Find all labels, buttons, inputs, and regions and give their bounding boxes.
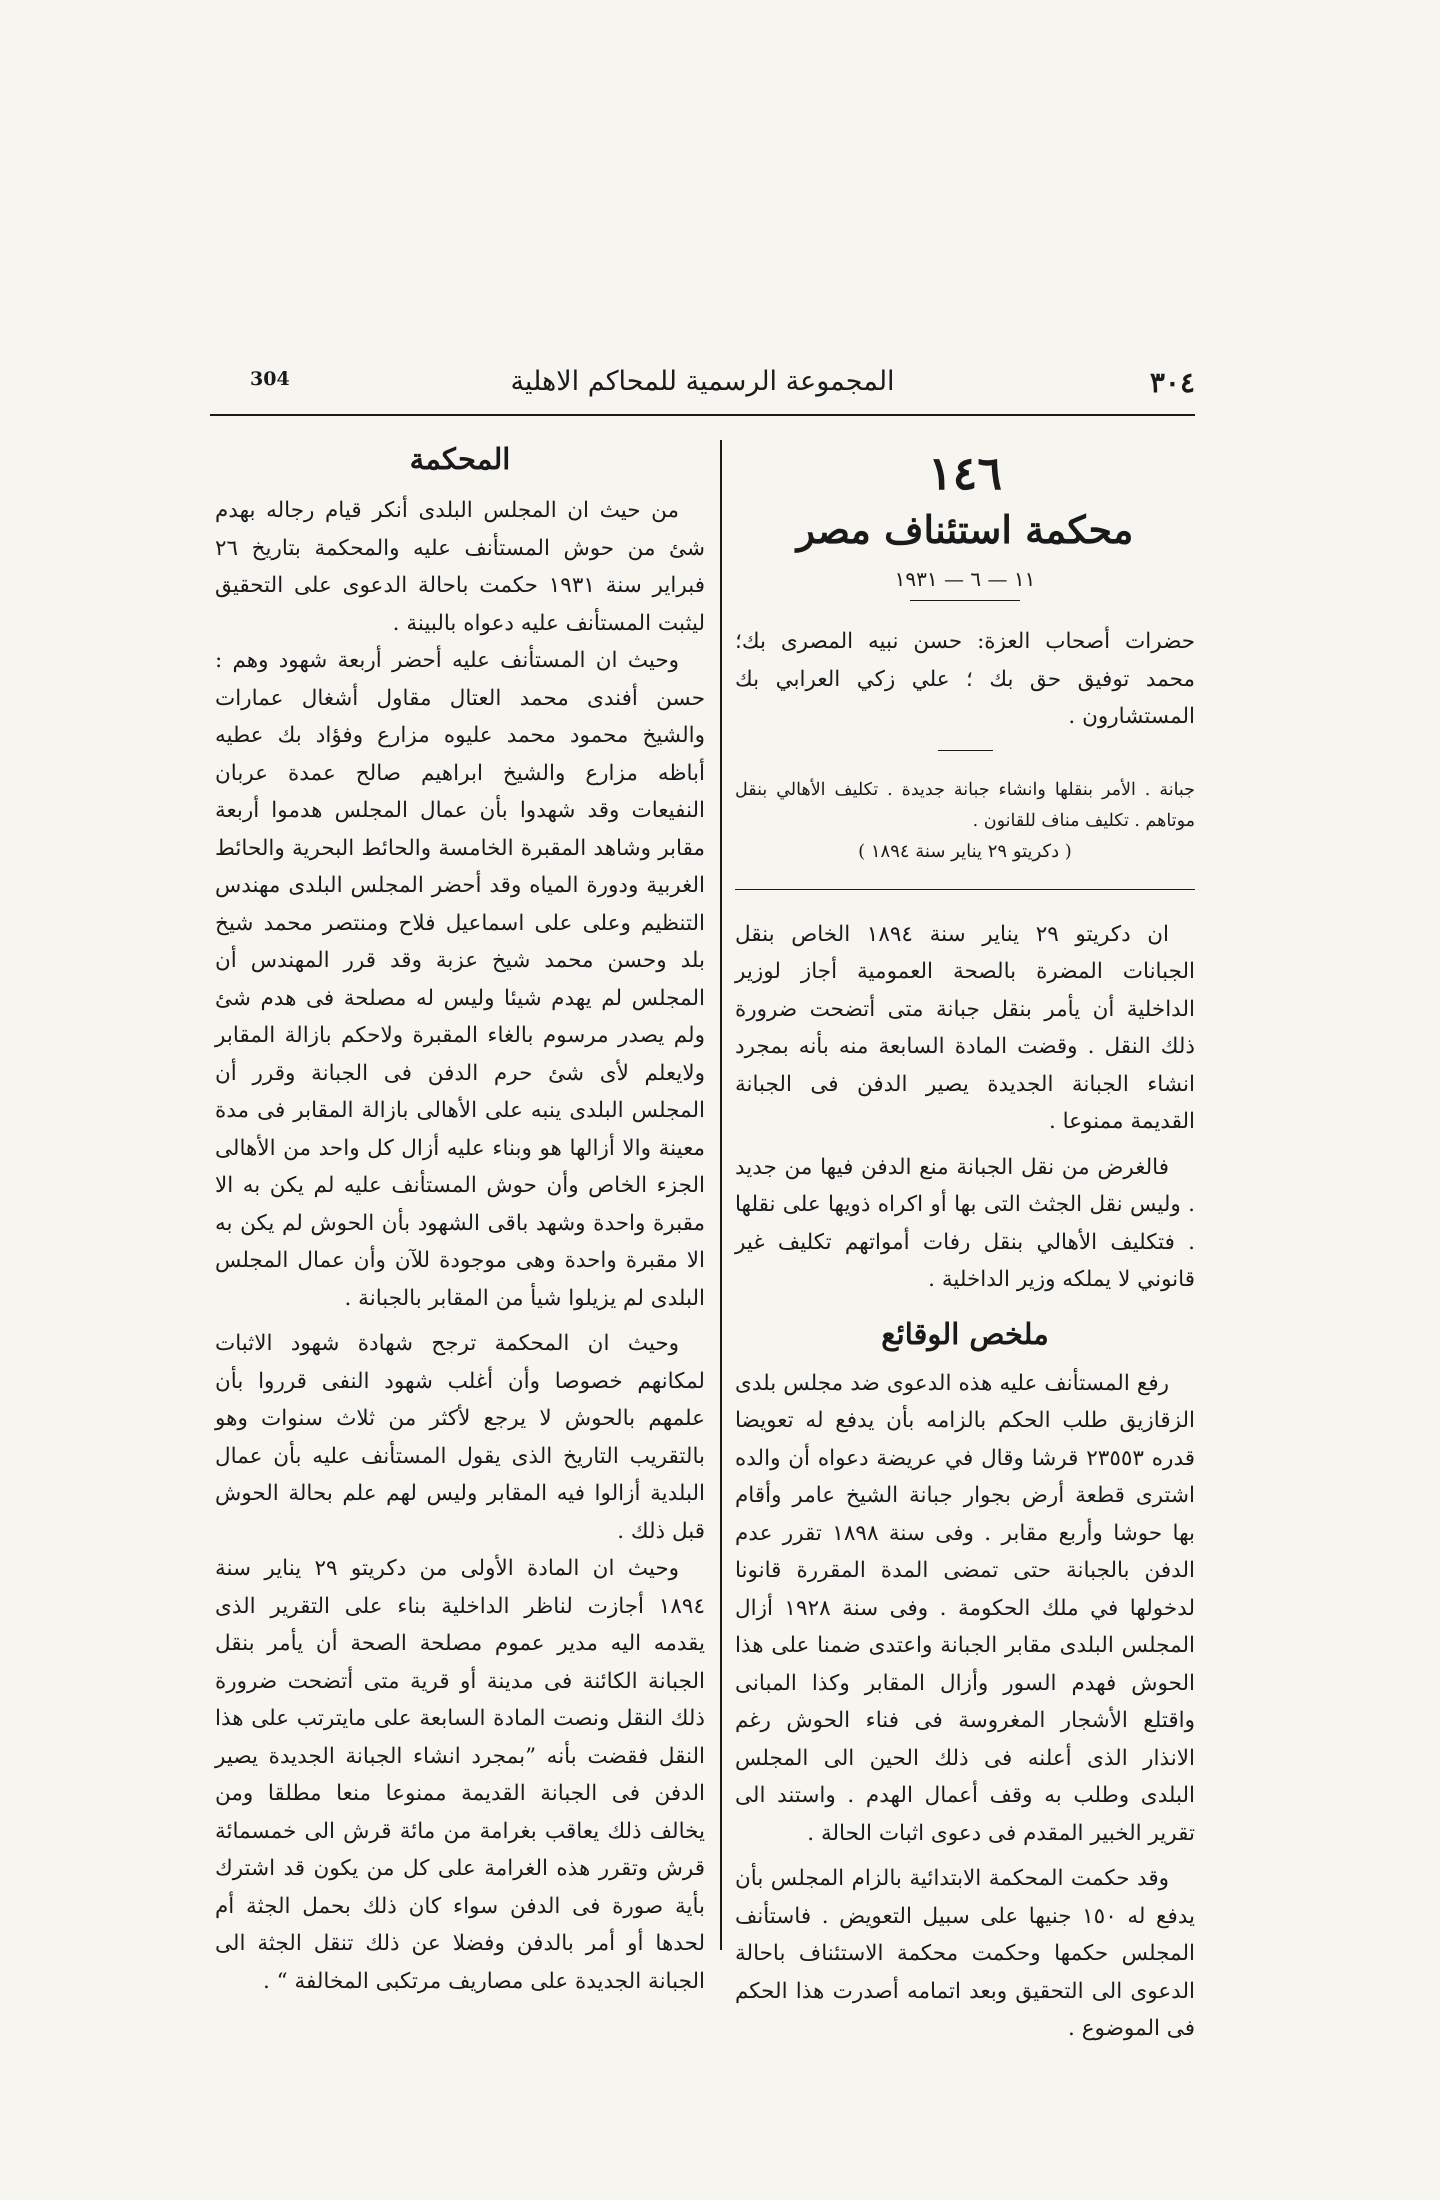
left-column bbox=[215, 430, 705, 2000]
court-name: محكمة استئناف مصر bbox=[796, 507, 1134, 552]
page-header bbox=[210, 366, 1195, 406]
header-rule bbox=[210, 414, 1195, 416]
judges-line: حضرات أصحاب العزة: حسن نبيه المصرى بك؛ محمد توفيق حق بك ؛ علي زكي العرابي بك المستشارون . bbox=[735, 629, 1195, 729]
summary-decree-ref: ( دكريتو ٢٩ يناير سنة ١٨٩٤ ) bbox=[858, 840, 1072, 862]
ruling-paragraph: وحيث ان المادة الأولى من دكريتو ٢٩ يناير سنة ١٨٩٤ أجازت لناظر الداخلية بناء على التقرير الذى يقدمه اليه مدير عموم مصلحة الصحة أن يأمر بنقل الجبانة الكائنة فى مدينة أو قرية متى أتضحت ضرورة ذلك النقل ونصت المادة السابعة على مايترتب على هذا النقل فقضت بأنه ”بمجرد انشاء الجبانة الجديدة يصير الدفن فى الجبانة القديمة ممنوعا منعا مطلقا ومن يخالف ذلك يعاقب بغرامة من مائة قرش الى خمسمائة قرش وتقرر هذه الغرامة على كل من يكون قد اشترك بأية صورة فى الدفن سواء كان ذلك بحمل الجثة أم لحدها أو أمر بالدفن وفضلا عن ذلك تنقل الجثة الى الجبانة الجديدة على مصاريف مرتكبى المخالفة “ . bbox=[215, 1556, 705, 1994]
judgment-date: ١١ — ٦ — ١٩٣١ bbox=[894, 567, 1036, 591]
running-title: المجموعة الرسمية للمحاكم الاهلية bbox=[510, 366, 895, 397]
ruling-paragraph: من حيث ان المجلس البلدى أنكر قيام رجاله بهدم شئ من حوش المستأنف عليه والمحكمة بتاريخ ٢٦ فبراير سنة ١٩٣١ حكمت باحالة الدعوى على التحقيق ليثبت المستأنف عليه دعواه بالبينة . bbox=[215, 498, 705, 636]
facts-paragraph: رفع المستأنف عليه هذه الدعوى ضد مجلس بلدى الزقازيق طلب الحكم بالزامه بأن يدفع له تعويضا قدره ٢٣٥٥٣ قرشا وقال في عريضة دعواه أن والده اشترى قطعة أرض بجوار جبانة الشيخ عامر وأقام بها حوشا وأربع مقابر . وفى سنة ١٨٩٨ تقرر عدم الدفن بالجبانة حتى تمضى المدة المقررة قانونا لدخولها في ملك الحكومة . وفى سنة ١٩٢٨ أزال المجلس البلدى مقابر الجبانة واعتدى ضمنا على هذا الحوش فهدم السور وأزال المقابر وكذا المبانى واقتلع الأشجار المغروسة فى فناء الحوش رغم الانذار الذى أعلنه فى ذلك الحين الى المجلس البلدى وطلب به وقف أعمال الهدم . واستند الى تقرير الخبير المقدم فى دعوى اثبات الحالة . bbox=[735, 1370, 1196, 1846]
column-divider bbox=[720, 440, 722, 1950]
case-number: ١٤٦ bbox=[927, 446, 1003, 500]
principle-paragraph: فالغرض من نقل الجبانة منع الدفن فيها من جديد . وليس نقل الجثث التى بها أو اكراه ذويها على نقلها . فتكليف الأهالي بنقل رفات أمواتهم تكليف غير قانوني لا يملكه وزير الداخلية . bbox=[735, 1154, 1195, 1292]
ruling-paragraph: وحيث ان المستأنف عليه أحضر أربعة شهود وهم : حسن أفندى محمد العتال مقاول أشغال عمارات والشيخ محمود محمد عليوه مزارع وفؤاد بك عطيه أباظه مزارع والشيخ ابراهيم صالح عمدة عربان النفيعات وقد شهدوا بأن عمال المجلس هدموا أربعة مقابر وشاهد المقبرة الخامسة والحائط البحرية والحائط الغربية ودورة المياه وقد أحضر المجلس البلدى مهندس التنظيم وعلى على اسماعيل فلاح ومنتصر محمد شيخ بلد وحسن محمد شيخ عزبة وقد قرر المهندس أن المجلس لم يهدم شيئا وليس له مصلحة فى هدم شئ ولم يصدر مرسوم بالغاء المقبرة ولاحكم بازالة المقابر ولايعلم لأى شئ حرم الدفن فى الجبانة وقرر أن المجلس البلدى ينبه على الأهالى بازالة المقابر فى مدة معينة والا أزالها هو وبناء عليه أزال كل واحد من الأهالى الجزء الخاص وأن حوش المستأنف عليه لم يكن به الا مقبرة واحدة وشهد باقى الشهود بأن الحوش لم يكن به الا مقبرة واحدة وهى موجودة للآن وأن عمال المجلس البلدى لم يزيلوا شيأ من المقابر بالجبانة . bbox=[215, 648, 705, 1311]
ruling-paragraph: وحيث ان المحكمة ترجح شهادة شهود الاثبات لمكانهم خصوصا وأن أغلب شهود النفى قرروا بأن علمهم بالحوش لا يرجع لأكثر من ثلاث سنوات وهو بالتقريب التاريخ الذى يقول المستأنف عليه بأن عمال البلدية أزالوا فيه المقابر وليس لهم علم بحالة الحوش قبل ذلك . bbox=[215, 1331, 705, 1544]
summary-rule bbox=[735, 889, 1195, 890]
page-number-latin: 304 bbox=[250, 368, 290, 390]
page-number-arabic: ٣٠٤ bbox=[1149, 366, 1195, 399]
summary-keywords: جبانة . الأمر بنقلها وانشاء جبانة جديدة . تكليف الأهالي بنقل موتاهم . تكليف مناف للقانون . bbox=[735, 779, 1195, 831]
mid-rule bbox=[938, 750, 993, 751]
short-rule bbox=[910, 600, 1020, 601]
court-section-title: المحكمة bbox=[409, 442, 511, 476]
principle-paragraph: ان دكريتو ٢٩ يناير سنة ١٨٩٤ الخاص بنقل الجبانات المضرة بالصحة العمومية أجاز لوزير الداخلية أن يأمر بنقل جبانة متى أتضحت ضرورة ذلك النقل . وقضت المادة السابعة منه بأنه بمجرد انشاء الجبانة الجديدة يصير الدفن فى الجبانة القديمة ممنوعا . bbox=[735, 921, 1195, 1134]
facts-title: ملخص الوقائع bbox=[881, 1316, 1049, 1351]
right-column bbox=[735, 430, 1195, 2048]
facts-paragraph: وقد حكمت المحكمة الابتدائية بالزام المجلس بأن يدفع له ١٥٠ جنيها على سبيل التعويض . فاستأنف المجلس حكمها وحكمت محكمة الاستئناف باحالة الدعوى الى التحقيق وبعد اتمامه أصدرت هذا الحكم فى الموضوع . bbox=[735, 1866, 1195, 2041]
